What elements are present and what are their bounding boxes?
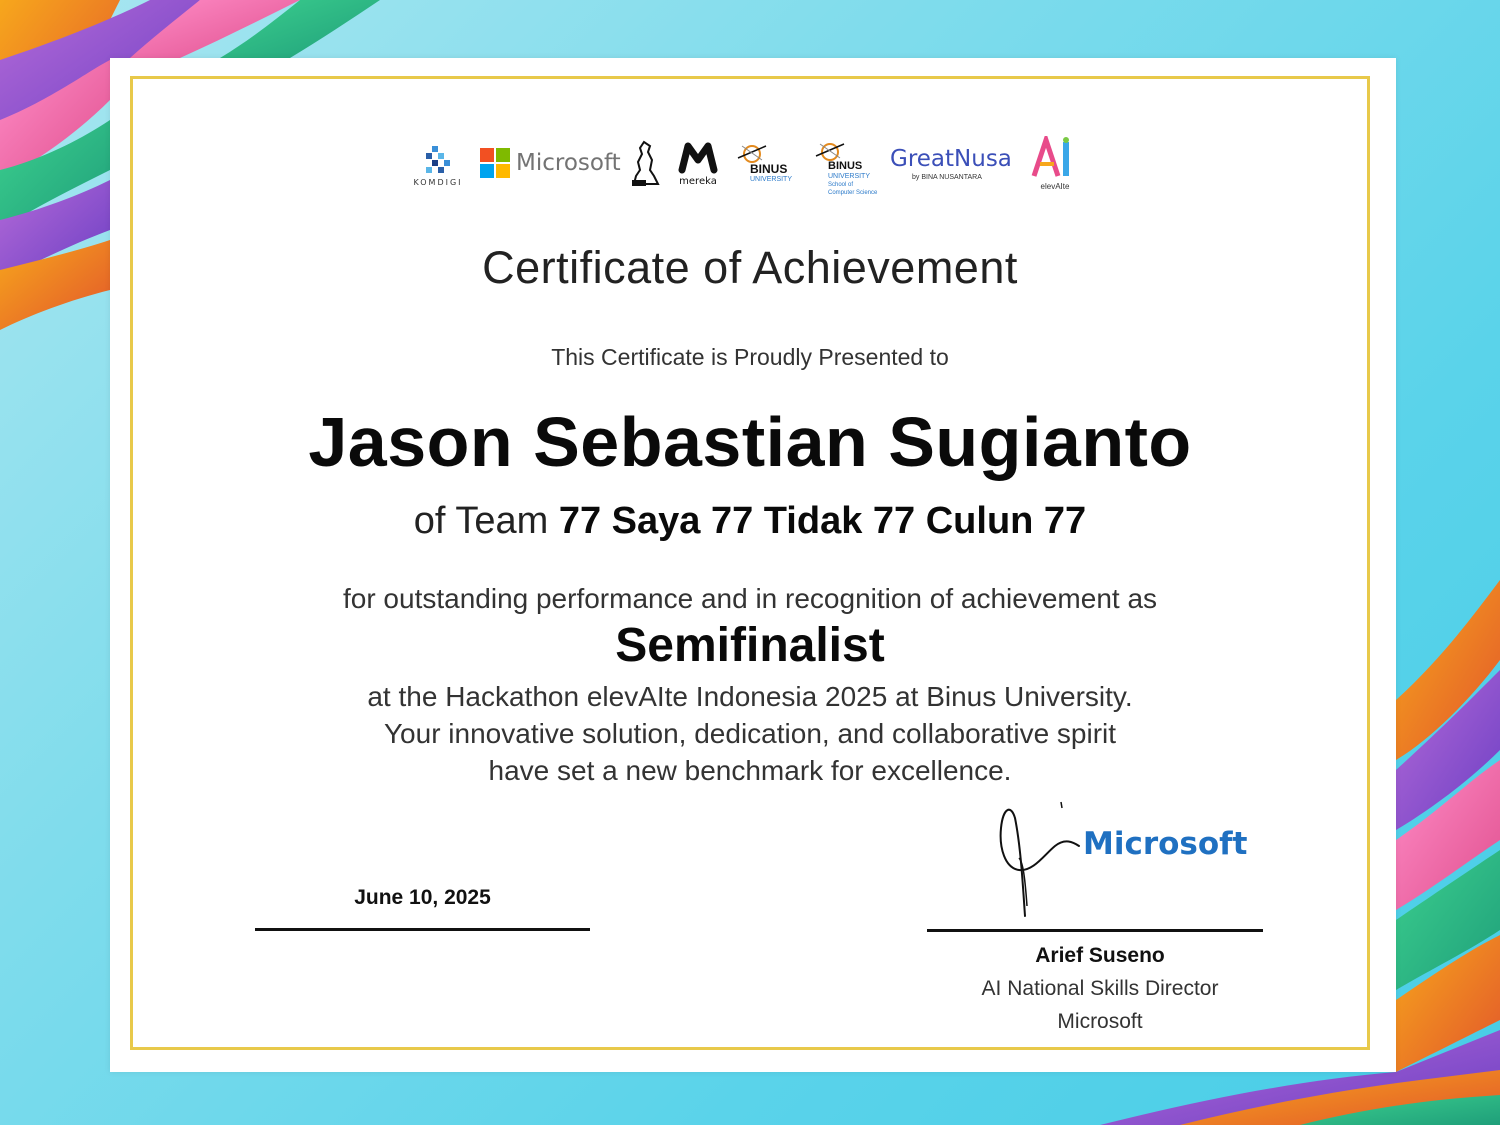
mereka-logo — [676, 140, 720, 192]
description-line: have set a new benchmark for excellence. — [488, 755, 1012, 786]
binus-soc-logo — [806, 134, 890, 202]
binus-university-label: UNIVERSITY — [750, 176, 793, 183]
binus-university-logo — [728, 138, 804, 194]
komdigi-logo — [408, 144, 468, 194]
signature-line — [927, 929, 1263, 932]
mereka-label: mereka — [679, 176, 717, 187]
recipient-name: Jason Sebastian Sugianto — [308, 403, 1192, 481]
sponsor-logos — [400, 132, 1100, 204]
team-name: 77 Saya 77 Tidak 77 Culun 77 — [558, 500, 1087, 542]
greatnusa-sub-label: by BINA NUSANTARA — [912, 174, 982, 181]
signer-title: AI National Skills Director — [981, 977, 1219, 1000]
certificate-title: Certificate of Achievement — [482, 242, 1018, 293]
description — [0, 678, 1500, 789]
description-line: at the Hackathon elevAIte Indonesia 2025 at Binus University. — [367, 681, 1133, 712]
binus-soc-school-label: School of — [828, 182, 854, 188]
recognition-text: for outstanding performance and in recognition of achievement as — [342, 583, 1158, 614]
microsoft-logo — [480, 148, 620, 180]
signer-name: Arief Suseno — [1035, 944, 1165, 967]
binus-soc-cs-label: Computer Science — [828, 190, 878, 196]
issue-date: June 10, 2025 — [354, 886, 491, 909]
elevaite-icon — [1030, 136, 1076, 180]
binus-emblem-icon — [732, 140, 772, 164]
greatnusa-logo — [890, 146, 1022, 190]
presented-to-text: This Certificate is Proudly Presented to — [551, 344, 949, 370]
elevaite-label: elevAIte — [1040, 182, 1070, 191]
mereka-icon — [678, 140, 718, 174]
greatnusa-label: GreatNusa — [890, 146, 1012, 172]
signer-organization: Microsoft — [1057, 1010, 1143, 1033]
binus-soc-university-label: UNIVERSITY — [828, 173, 871, 180]
komdigi-label: KOMDIGI — [413, 178, 463, 187]
date-line — [255, 928, 590, 931]
microsoft-windows-icon — [480, 148, 510, 178]
team-line — [0, 500, 1500, 543]
binus-label: BINUS — [750, 162, 788, 176]
award-title: Semifinalist — [615, 619, 885, 672]
wayang-icon — [628, 140, 664, 190]
description-line: Your innovative solution, dedication, and collaborative spirit — [383, 718, 1117, 749]
binus-soc-emblem-icon — [810, 136, 850, 162]
wayang-logo — [628, 140, 664, 190]
team-prefix: of Team — [413, 500, 549, 542]
signature — [985, 798, 1248, 923]
signature-microsoft-label: Microsoft — [1083, 826, 1248, 862]
elevaite-logo — [1030, 136, 1080, 196]
binus-soc-label: BINUS — [828, 160, 863, 172]
microsoft-label: Microsoft — [516, 150, 621, 176]
